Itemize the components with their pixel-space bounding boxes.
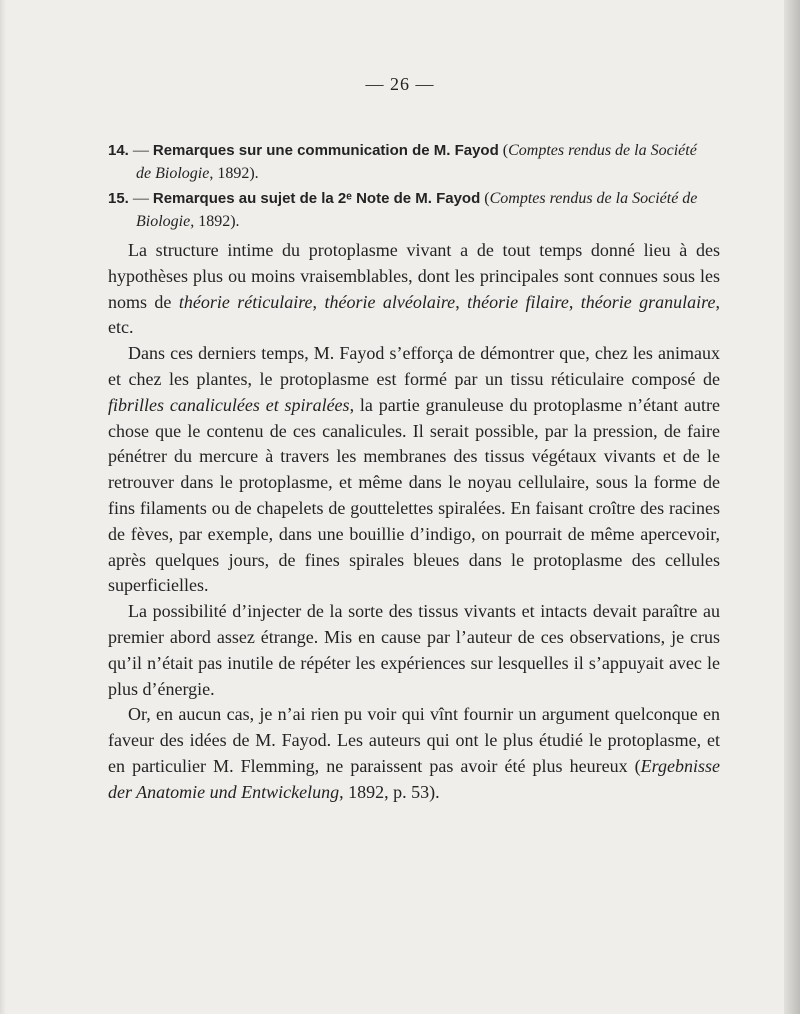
- reference-source-open: (: [480, 190, 490, 207]
- paragraph-text: , 1892, p. 53).: [339, 781, 440, 802]
- separator: ,: [568, 291, 581, 312]
- paragraph-text: , la partie granuleuse du protoplasme n’étant autre chose que le contenu de ces canalicules. Il serait possible, par la pression, de faire pénétrer du mercure à travers les membranes des tissus végétaux vivants et de le retrouver dans le protoplasme, et même dans le noyau cellulaire, sous la forme de fins filaments ou de chapelets de gouttelettes spiralées. En faisant croître des racines de fèves, par exemple, dans une bouillie d’indigo, on pourrait de même apercevoir, après quelques jours, de fines spirales bleues dans le protoplasme des cellules superficielles.: [108, 394, 720, 596]
- reference-number: 15.: [108, 190, 129, 207]
- reference-source-journal: Comptes rendus de la Société de: [489, 190, 698, 207]
- reference-source-journal-cont: Biologie: [136, 213, 191, 230]
- page-left-edge: [0, 0, 6, 1014]
- reference-title: Remarques sur une communication de M. Fayod: [152, 142, 499, 159]
- reference-source-journal: Comptes rendus de la Société: [508, 142, 697, 159]
- separator: ,: [312, 291, 325, 312]
- paragraph-3: La possibilité d’injecter de la sorte des tissus vivants et intacts devait paraître au premier abord assez étrange. Mis en cause par l’auteur de ces observations, je crus qu’il n’était pas inutile de répéter les expériences sur lesquelles il s’appuyait avec le plus d’énergie.: [108, 601, 720, 699]
- paragraph-1: [108, 238, 720, 341]
- paragraph-text: , etc.: [108, 291, 720, 338]
- paragraph-text: Or, en aucun cas, je n’ai rien pu voir qui vînt fournir un argument quelconque en faveur des idées de M. Fayod. Les auteurs qui ont le plus étudié le protoplasme, et en particulier M. Flemming, ne paraissent pas avoir été plus heureux (: [108, 704, 720, 776]
- paragraph-2: [108, 341, 720, 599]
- page-right-edge-shadow: [784, 0, 800, 1014]
- reference-entry-14: [108, 139, 708, 185]
- paragraph-text: La structure intime du protoplasme vivant a de tout temps donné lieu à des hypothèses plus ou moins vraisemblables, dont les principales sont connues sous les noms de: [108, 240, 720, 312]
- reference-source-journal-cont: de Biologie: [136, 165, 210, 182]
- reference-dash: —: [128, 190, 153, 207]
- reference-source-year: , 1892).: [190, 213, 240, 230]
- italic-term: théorie alvéolaire: [324, 291, 456, 312]
- body-text: [108, 238, 720, 806]
- paragraph-4: [108, 702, 720, 805]
- reference-dash: —: [128, 142, 153, 159]
- reference-number: 14.: [108, 142, 129, 159]
- reference-source-year: , 1892).: [209, 165, 259, 182]
- reference-source-open: (: [498, 142, 509, 159]
- italic-term: théorie réticulaire: [178, 291, 313, 312]
- reference-title: Remarques au sujet de la 2ᵉ Note de M. Fayod: [152, 190, 481, 207]
- page-number: — 26 —: [365, 74, 435, 94]
- reference-entry-15: [108, 187, 708, 233]
- separator: ,: [455, 291, 468, 312]
- paragraph-text: Dans ces derniers temps, M. Fayod s’efforça de démontrer que, chez les animaux et chez les plantes, le protoplasme est formé par un tissu réticulaire composé de: [108, 343, 720, 389]
- italic-citation: Ergebnisse der Anatomie und Entwickelung: [108, 755, 720, 802]
- italic-term: fibrilles canaliculées et spiralées: [108, 394, 350, 415]
- italic-term: théorie filaire: [467, 291, 569, 312]
- italic-term: théorie granulaire: [580, 291, 716, 312]
